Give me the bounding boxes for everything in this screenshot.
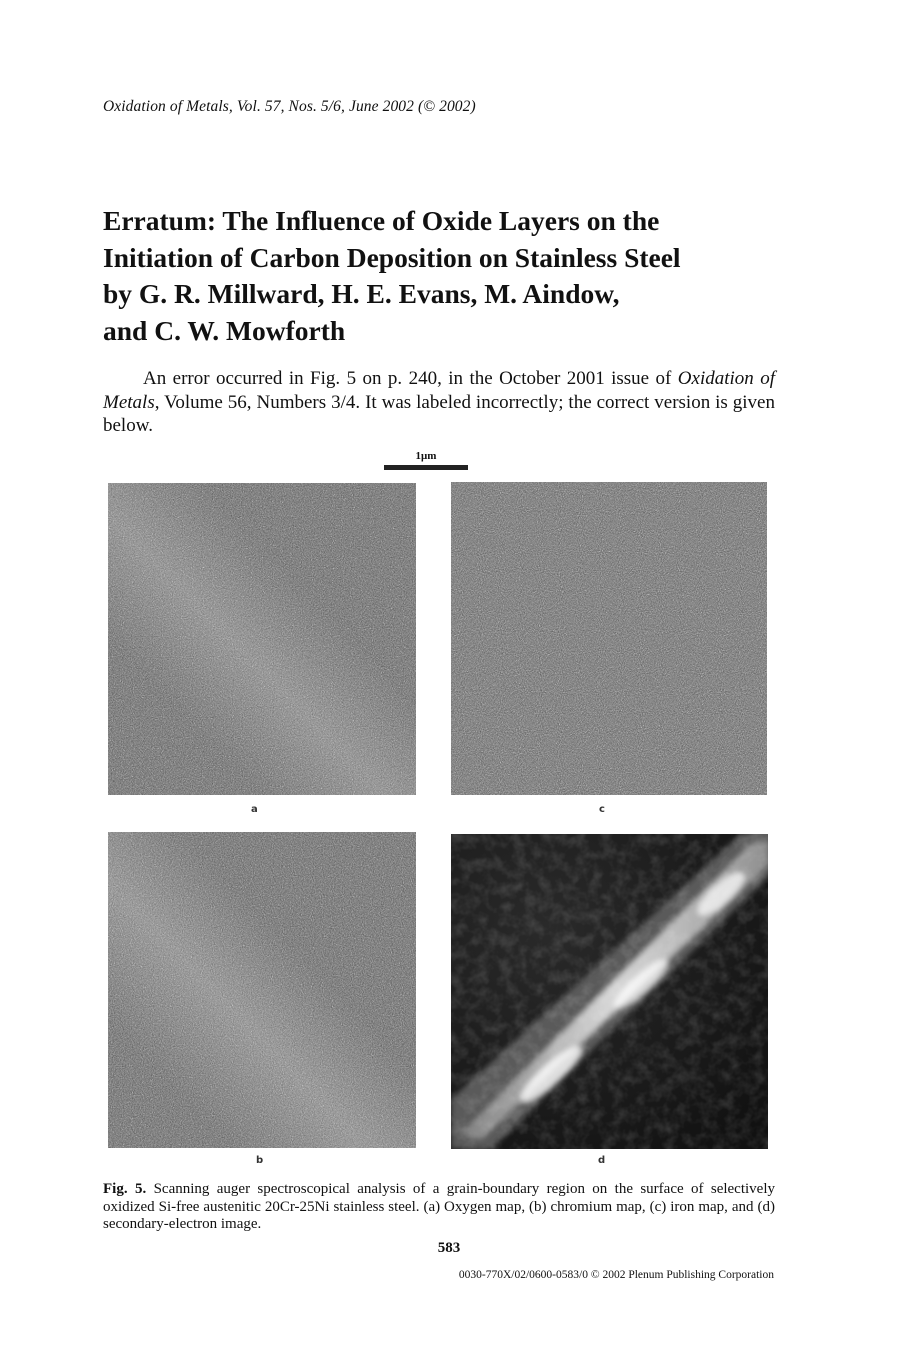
- figure-caption: [103, 1181, 775, 1234]
- journal-name: Oxidation of Metals: [103, 368, 775, 413]
- title-line: Initiation of Carbon Deposition on Stainless Steel: [103, 241, 681, 273]
- figure-caption-text: Scanning auger spectroscopical analysis of a grain-boundary region on the surface of selectively oxidized Si-free austenitic 20Cr-25Ni stainless steel. (a) Oxygen map, (b) chromium map, (c) iron map, and (d) secondary-electron image.: [103, 1181, 775, 1232]
- panel-label-d: d: [598, 1155, 606, 1166]
- scale-bar: [384, 449, 468, 470]
- micrograph-a-oxygen-map: [108, 483, 416, 795]
- title-line: by G. R. Millward, H. E. Evans, M. Aindow,: [103, 278, 620, 309]
- micrograph-c-iron-map: [451, 482, 767, 795]
- erratum-text-start: An error occurred in Fig. 5 on p. 240, in the October 2001 issue of: [143, 368, 672, 389]
- panel-label-c: c: [599, 804, 605, 815]
- figure-caption-label: Fig. 5.: [103, 1181, 147, 1197]
- copyright-imprint: 0030-770X/02/0600-0583/0 © 2002 Plenum Publishing Corporation: [458, 1269, 774, 1281]
- erratum-text: [103, 367, 775, 438]
- article-title: [103, 203, 783, 349]
- erratum-text-end: , Volume 56, Numbers 3/4. It was labeled incorrectly; the correct version is given below.: [103, 391, 775, 436]
- title-line: and C. W. Mowforth: [103, 314, 346, 346]
- micrograph-d-secondary-electron-image: [451, 834, 768, 1149]
- panel-label-b: b: [256, 1155, 264, 1166]
- scale-bar-label: 1μm: [415, 450, 437, 462]
- micrograph-b-chromium-map: [108, 832, 416, 1148]
- title-line: Erratum: The Influence of Oxide Layers on the: [103, 205, 660, 236]
- scale-bar-line: [384, 465, 468, 470]
- panel-label-a: a: [251, 804, 258, 815]
- page-number: 583: [437, 1240, 461, 1256]
- running-head: Oxidation of Metals, Vol. 57, Nos. 5/6, June 2002 (© 2002): [103, 98, 476, 115]
